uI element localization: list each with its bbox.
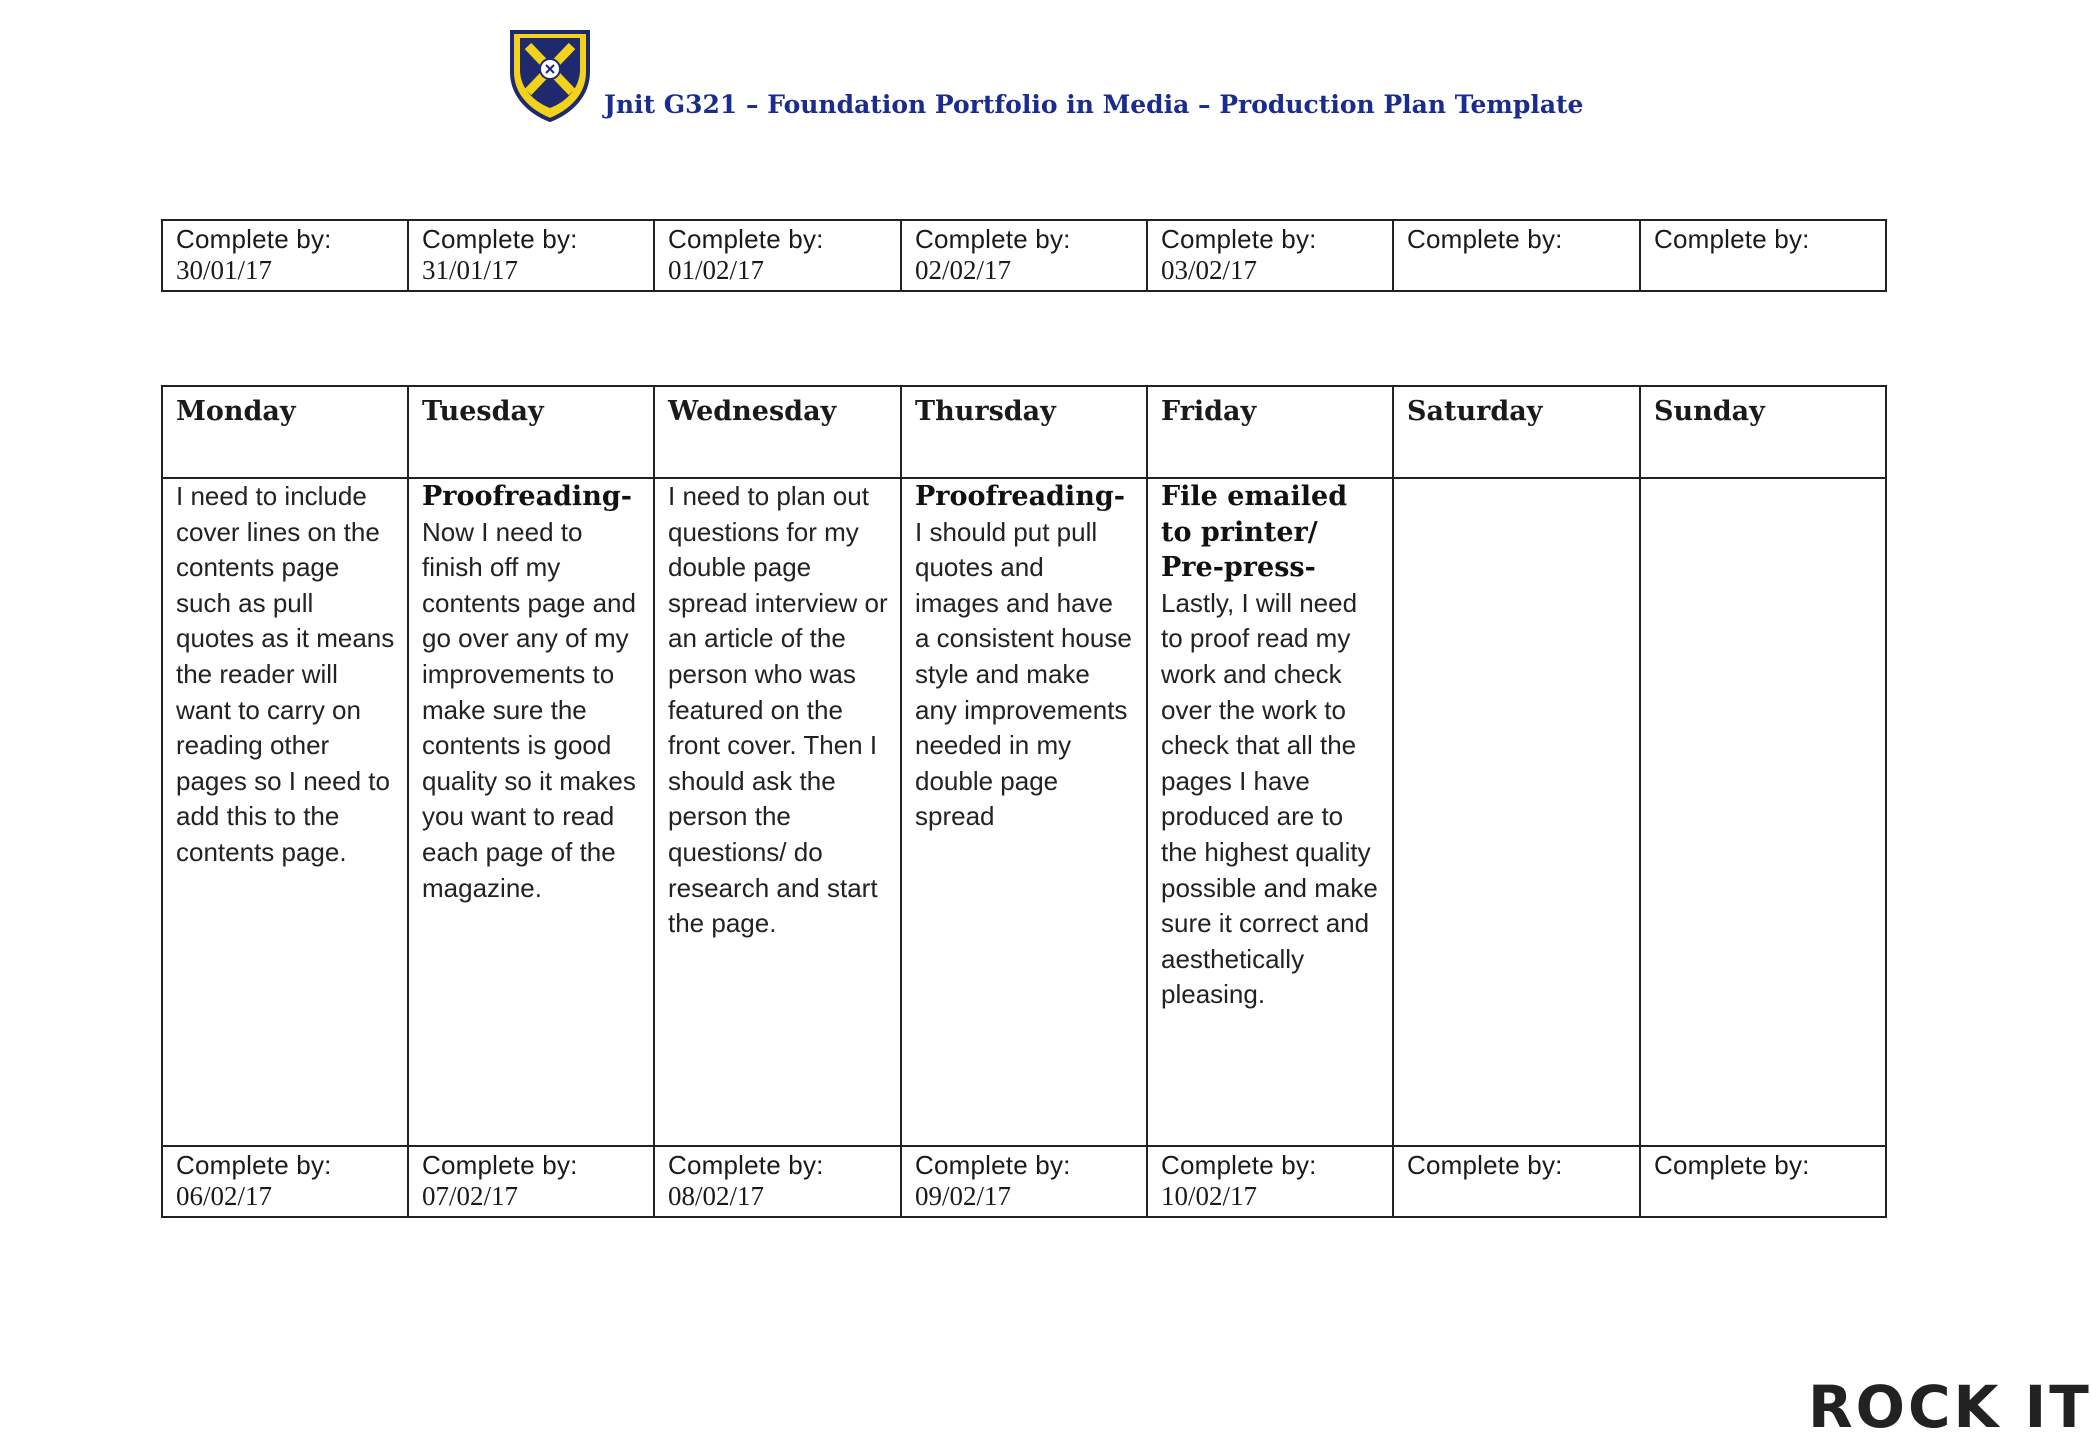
complete-by-date: 07/02/17 [422, 1181, 519, 1211]
complete-by-label: Complete by: [1407, 1150, 1563, 1180]
complete-by-label: Complete by: [668, 224, 824, 254]
day-header-cell [1147, 386, 1393, 478]
complete-by-label: Complete by: [1407, 224, 1563, 254]
complete-by-label: Complete by: [915, 1150, 1071, 1180]
day-name: Sunday [1654, 396, 1765, 427]
school-crest-logo [506, 26, 594, 122]
task-description: I should put pull quotes and images and have a consistent house style and make any improvements needed in my double page spread [915, 516, 1132, 832]
week1-complete-by-table [161, 219, 1887, 292]
complete-by-label: Complete by: [176, 1150, 332, 1180]
complete-by-cell [1393, 1146, 1640, 1217]
complete-by-cell [901, 1146, 1147, 1217]
complete-by-label: Complete by: [422, 224, 578, 254]
complete-by-cell [162, 220, 408, 291]
complete-by-date: 03/02/17 [1161, 255, 1258, 285]
task-cell [1393, 478, 1640, 1146]
rock-it-logo: ROCK IT [1808, 1373, 2092, 1441]
task-cell [408, 478, 654, 1146]
complete-by-date: 09/02/17 [915, 1181, 1012, 1211]
complete-by-date: 01/02/17 [668, 255, 765, 285]
day-header-cell [1640, 386, 1886, 478]
task-cell [1640, 478, 1886, 1146]
day-header-cell [1393, 386, 1640, 478]
complete-by-cell [1147, 220, 1393, 291]
week2-plan-table [161, 385, 1887, 1218]
task-description: Lastly, I will need to proof read my work and check over the work to check that all the pages I have produced are to the highest quality possible and make sure it correct and aesthetically pleasing. [1161, 587, 1378, 1010]
day-header-cell [901, 386, 1147, 478]
day-header-cell [408, 386, 654, 478]
complete-by-cell [408, 1146, 654, 1217]
complete-by-cell [654, 1146, 901, 1217]
complete-by-label: Complete by: [668, 1150, 824, 1180]
complete-by-date: 06/02/17 [176, 1181, 273, 1211]
task-text-block [668, 479, 888, 942]
day-name: Thursday [915, 396, 1056, 427]
complete-by-cell [654, 220, 901, 291]
task-text-block [1161, 479, 1380, 1013]
task-heading: Proofreading- [422, 481, 632, 512]
complete-by-label: Complete by: [1161, 224, 1317, 254]
complete-by-date: 02/02/17 [915, 255, 1012, 285]
task-description: I need to include cover lines on the contents page such as pull quotes as it means the reader will want to carry on reading other pages so I need to add this to the contents page. [176, 481, 395, 867]
page-title: Jnit G321 – Foundation Portfolio in Media – Production Plan Template [604, 90, 1584, 119]
complete-by-label: Complete by: [915, 224, 1071, 254]
day-name: Saturday [1407, 396, 1543, 427]
complete-by-cell [901, 220, 1147, 291]
table-row [162, 1146, 1886, 1217]
task-text-block [422, 479, 641, 906]
complete-by-date: 08/02/17 [668, 1181, 765, 1211]
complete-by-label: Complete by: [176, 224, 332, 254]
complete-by-label: Complete by: [1654, 224, 1810, 254]
task-text-block [176, 479, 395, 871]
task-cell [901, 478, 1147, 1146]
complete-by-label: Complete by: [1161, 1150, 1317, 1180]
day-name: Wednesday [668, 396, 837, 427]
complete-by-date: 30/01/17 [176, 255, 273, 285]
task-cell [162, 478, 408, 1146]
complete-by-cell [408, 220, 654, 291]
complete-by-cell [1147, 1146, 1393, 1217]
complete-by-cell [162, 1146, 408, 1217]
day-header-cell [162, 386, 408, 478]
complete-by-cell [1393, 220, 1640, 291]
table-row [162, 478, 1886, 1146]
complete-by-date: 10/02/17 [1161, 1181, 1258, 1211]
table-row [162, 386, 1886, 478]
complete-by-label: Complete by: [422, 1150, 578, 1180]
complete-by-cell [1640, 220, 1886, 291]
task-heading: File emailed to printer/ Pre-press- [1161, 481, 1348, 584]
task-heading: Proofreading- [915, 481, 1125, 512]
task-cell [1147, 478, 1393, 1146]
task-description: I need to plan out questions for my double page spread interview or an article of the person who was featured on the front cover. Then I should ask the person the questions/ do research and start the page. [668, 481, 888, 939]
task-text-block [915, 479, 1134, 835]
complete-by-cell [1640, 1146, 1886, 1217]
complete-by-label: Complete by: [1654, 1150, 1810, 1180]
day-name: Monday [176, 396, 296, 427]
task-description: Now I need to finish off my contents page and go over any of my improvements to make sure the contents is good quality so it makes you want to read each page of the magazine. [422, 516, 636, 903]
day-name: Friday [1161, 396, 1257, 427]
task-cell [654, 478, 901, 1146]
table-row [162, 220, 1886, 291]
complete-by-date: 31/01/17 [422, 255, 519, 285]
day-name: Tuesday [422, 396, 544, 427]
day-header-cell [654, 386, 901, 478]
